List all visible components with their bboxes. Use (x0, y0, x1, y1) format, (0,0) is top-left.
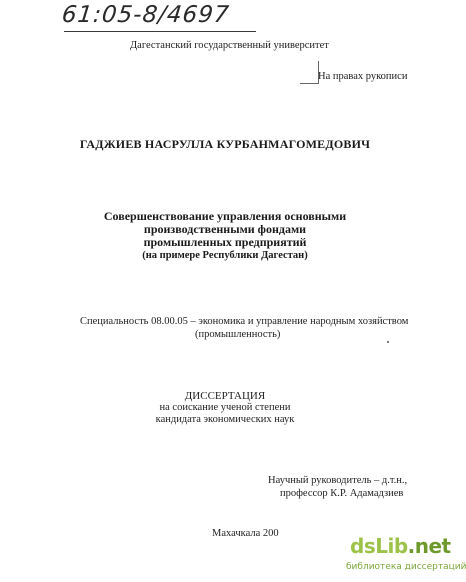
title-line-1: Совершенствование управления основными (103, 209, 347, 223)
degree-line-2: кандидата экономических наук (155, 414, 295, 425)
stamp-underline (64, 31, 256, 32)
dslib-watermark[interactable] (346, 534, 466, 582)
dissertation-title (0, 210, 450, 262)
dslib-logo-suffix: .net (407, 534, 451, 558)
archive-stamp: 61:05-8/4697 (60, 2, 231, 28)
dslib-logo (350, 534, 451, 558)
supervisor-block (268, 474, 407, 500)
supervisor-line-2: профессор К.Р. Адамадзиев (280, 488, 404, 499)
manuscript-note: На правах рукописи (318, 71, 408, 82)
university-name: Дагестанский государственный университет (130, 40, 329, 51)
manuscript-bracket (300, 61, 319, 84)
specialty-line-2: (промышленность) (195, 329, 281, 340)
dslib-logo-main: dsLib (350, 534, 408, 558)
dissertation-block (0, 390, 450, 426)
dslib-caption: библиотека диссертаций (346, 562, 466, 572)
specialty (80, 315, 420, 341)
title-line-3: промышленных предприятий (143, 235, 307, 249)
scan-speck (387, 341, 389, 343)
specialty-line-1: Специальность 08.00.05 – экономика и управление народным хозяйством (80, 316, 409, 327)
dissertation-heading: ДИССЕРТАЦИЯ (184, 390, 266, 402)
supervisor-line-1: Научный руководитель – д.т.н., (268, 475, 408, 486)
author-name: ГАДЖИЕВ НАСРУЛЛА КУРБАНМАГОМЕДОВИЧ (79, 137, 371, 151)
title-subtitle: (на примере Республики Дагестан) (142, 250, 308, 261)
degree-line-1: на соискание ученой степени (159, 402, 291, 413)
title-line-2: производственными фондами (143, 222, 307, 236)
city-year: Махачкала 200 (212, 528, 279, 539)
